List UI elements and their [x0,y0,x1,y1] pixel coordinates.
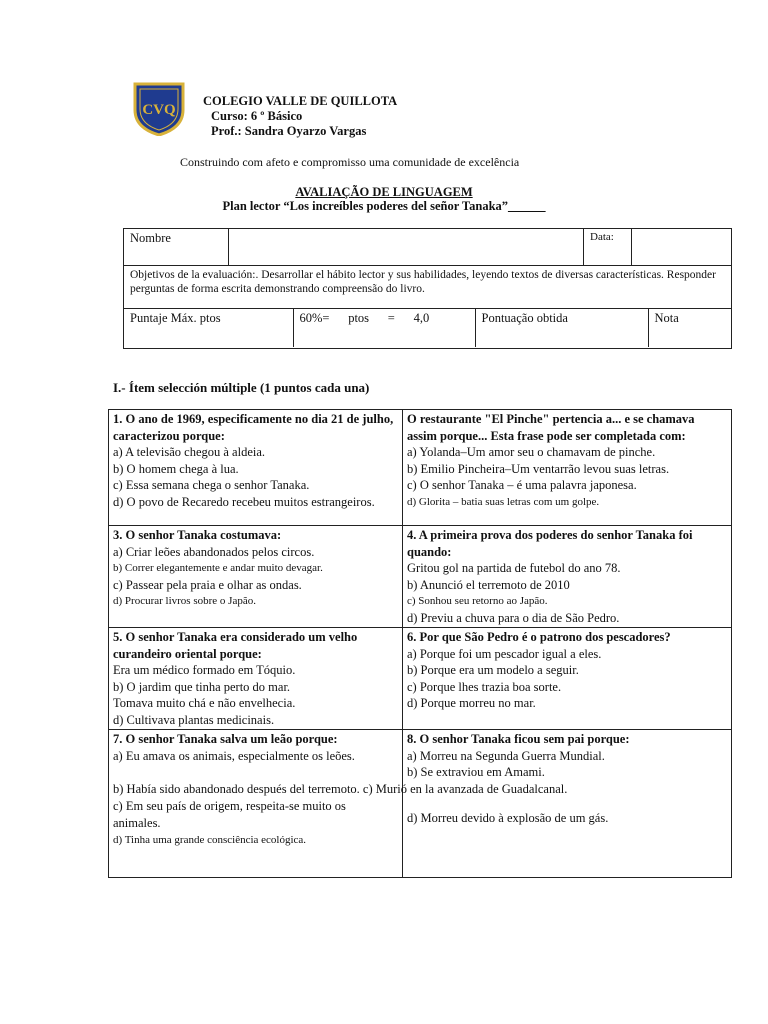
option[interactable]: a) Eu amava os animais, especialmente os leões. [113,748,355,763]
option[interactable]: d) Tinha uma grande consciência ecológica. [113,834,307,846]
option[interactable]: c) Passear pela praia e olhar as ondas. [113,577,302,592]
name-field[interactable] [229,229,584,266]
option[interactable]: c) Porque lhes trazia boa sorte. [407,679,562,694]
option[interactable]: d) Porque morreu no mar. [407,696,536,710]
option[interactable]: b) Anunció el terremoto de 2010 [407,577,570,592]
score-row [124,309,732,347]
school-name: COLEGIO VALLE DE QUILLOTA [203,94,398,108]
school-motto: Construindo com afeto e compromisso uma comunidade de excelência [180,155,520,169]
option[interactable]: d) Previu a chuva para o dia de São Pedro. [407,610,620,625]
option[interactable]: c) Em seu país de origem, respeita-se muito os animales. [113,799,346,830]
objectives-text: Objetivos de la evaluación:. Desarrollar el hábito lector y sus habilidades, leyendo textos de diversas características. Responder perguntas de forma escrita demonstrando compreensão do livro. [124,266,732,309]
option[interactable]: b) Emilio Pincheira–Um ventarrão levou suas letras. [407,461,670,476]
option[interactable]: c) O senhor Tanaka – é uma palavra japonesa. [407,478,637,492]
school-logo [133,80,185,136]
option[interactable]: d) Glorita – batia suas letras com um golpe. [407,495,600,508]
option[interactable]: b) Correr elegantemente e andar muito devagar. [113,562,323,574]
option[interactable]: a) A televisão chegou à aldeia. [113,445,266,459]
question-cell [403,410,732,526]
question-cell [403,628,732,730]
option[interactable]: b) Había sido abandonado después del terremoto. c) Murió en la avanzada de Guadalcanal. [113,782,568,796]
question-cell [109,410,403,526]
option[interactable]: Era um médico formado em Tóquio. [113,663,296,677]
grade-label: Nota [654,311,679,325]
max-points-label: Puntaje Máx. ptos [124,309,293,347]
date-field[interactable] [632,229,732,266]
option[interactable]: b) O homem chega à lua. [113,461,239,476]
option[interactable]: c) Essa semana chega o senhor Tanaka. [113,478,310,492]
option[interactable]: Gritou gol na partida de futebol do ano 78. [407,561,621,575]
option[interactable]: b) Se extraviou em Amami. [407,765,545,779]
question-cell [407,731,727,781]
option[interactable]: a) Yolanda–Um amor seu o chamavam de pinche. [407,445,656,459]
option[interactable]: a) Morreu na Segunda Guerra Mundial. [407,748,605,763]
questions-table [108,409,732,878]
question-cell [113,798,393,849]
student-info-table [123,228,732,349]
option[interactable]: d) Cultivava plantas medicinais. [113,712,275,727]
question-cell [403,526,732,628]
question-text: 5. O senhor Tanaka era considerado um velho curandeiro oriental porque: [113,630,358,661]
ratio-label: 60%= ptos = 4,0 [293,309,475,347]
question-text: 3. O senhor Tanaka costumava: [113,528,282,542]
option[interactable]: a) Porque foi um pescador igual a eles. [407,646,602,661]
question-cell [109,628,403,730]
option[interactable]: c) Sonhou seu retorno ao Japão. [407,595,548,607]
option[interactable]: d) Morreu devido à explosão de um gás. [407,811,609,825]
question-text: 6. Por que São Pedro é o patrono dos pescadores? [407,630,671,644]
option[interactable]: d) Procurar livros sobre o Japão. [113,595,256,607]
option[interactable]: d) O povo de Recaredo recebeu muitos estrangeiros. [113,494,375,509]
question-text: O restaurante "El Pinche" pertencia a... e se chamava assim porque... Esta frase pode ser completada com: [407,412,695,443]
teacher-label: Prof.: Sandra Oyarzo Vargas [211,124,367,138]
question-cell [113,731,403,764]
question-text: 1. O ano de 1969, especificamente no dia 21 de julho, caracterizou porque: [113,412,394,443]
question-text: 8. O senhor Tanaka ficou sem pai porque: [407,732,630,746]
course-label: Curso: 6 º Básico [211,109,303,123]
logo-lettering: CVQ [142,102,176,118]
date-label: Data: [584,229,632,266]
option[interactable]: a) Criar leões abandonados pelos circos. [113,544,315,559]
obtained-points-label: Pontuação obtida [475,309,648,347]
question-text: 4. A primeira prova dos poderes do senhor Tanaka foi quando: [407,528,693,559]
question-text: 7. O senhor Tanaka salva um leão porque: [113,732,338,746]
option[interactable]: b) Porque era um modelo a seguir. [407,663,579,677]
exam-subtitle: Plan lector “Los increíbles poderes del señor Tanaka”______ [222,199,546,213]
section-title: I.- Ítem selección múltiple (1 puntos cada una) [113,380,370,395]
option[interactable]: Tomava muito chá e não envelhecia. [113,696,296,710]
name-label: Nombre [124,229,229,266]
exam-title: AVALIAÇÃO DE LINGUAGEM [295,185,473,199]
option[interactable]: b) O jardim que tinha perto do mar. [113,679,291,694]
question-cell [109,526,403,628]
